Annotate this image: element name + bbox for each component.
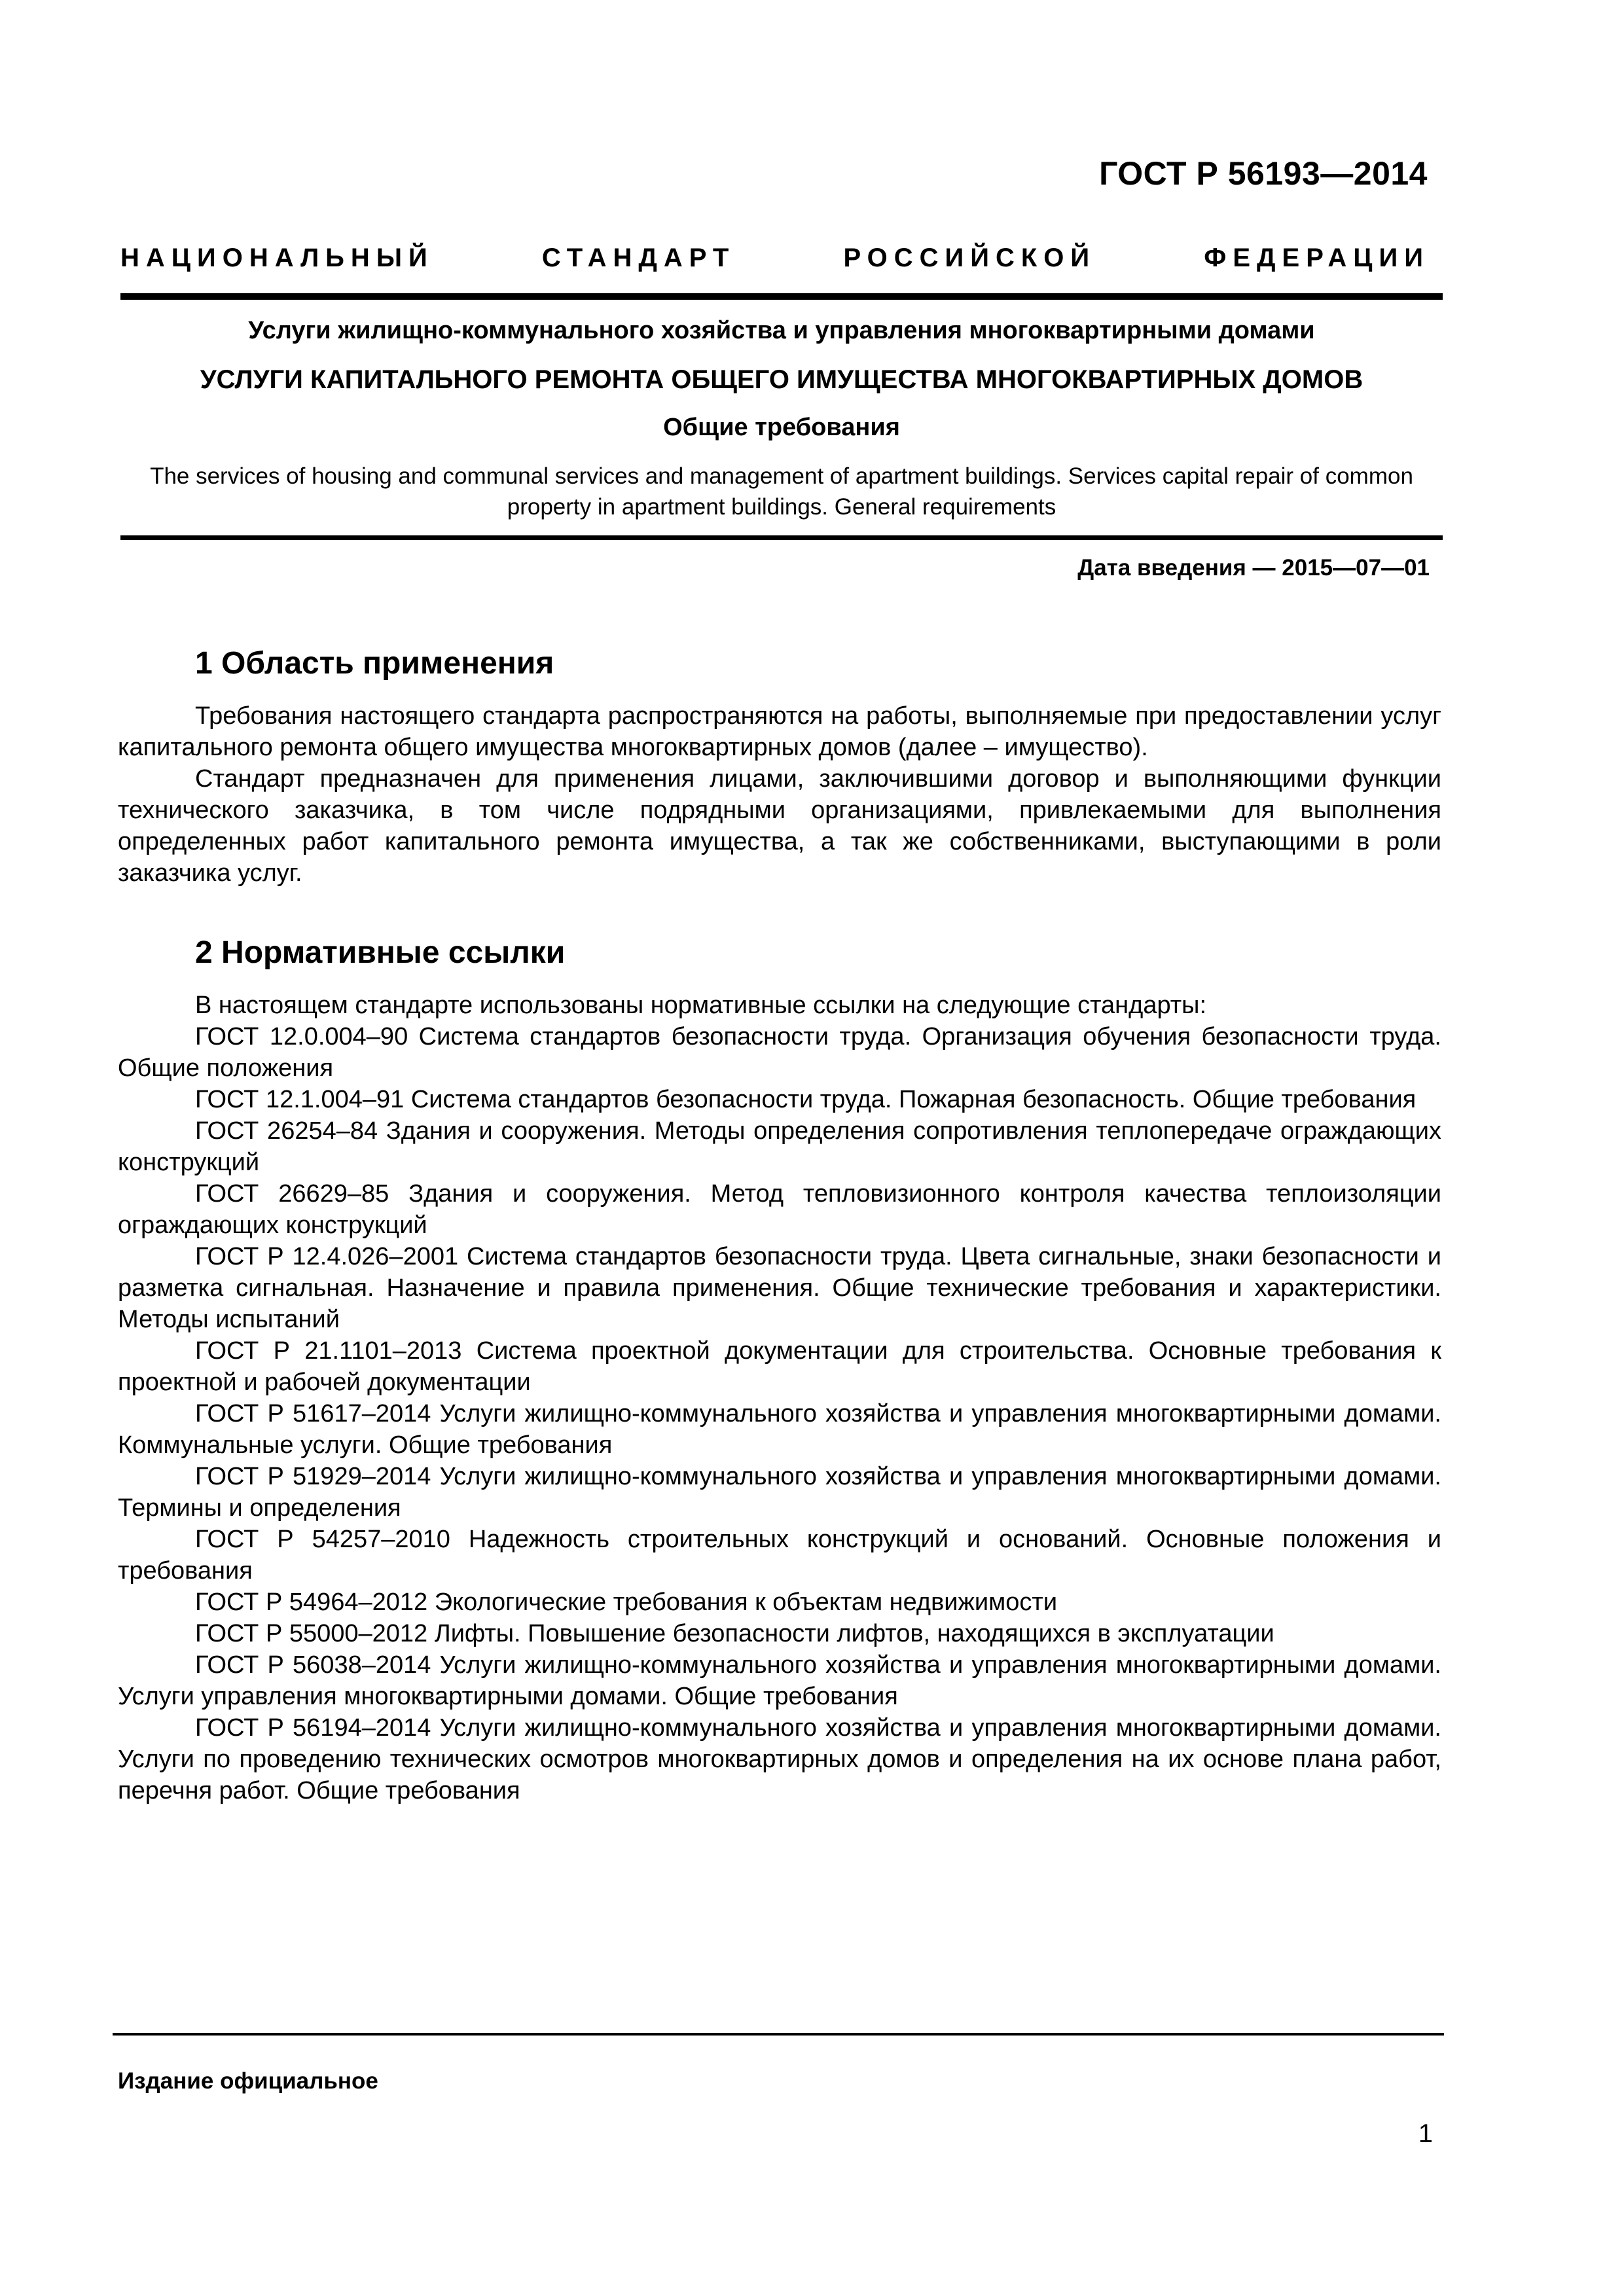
section-1-heading: 1 Область применения <box>195 646 554 681</box>
section-2-intro: В настоящем стандарте использованы нормативные ссылки на следующие стандарты: <box>195 992 1207 1019</box>
edition-label: Издание официальное <box>118 2068 378 2094</box>
national-standard-banner: НАЦИОНАЛЬНЫЙ СТАНДАРТ РОССИЙСКОЙ ФЕДЕРАЦИИ <box>120 243 1430 272</box>
reference-item: ГОСТ Р 51929–2014 Услуги жилищно-коммунального хозяйства и управления многоквартирными домами. Термины и определения <box>118 1463 1441 1522</box>
reference-item: ГОСТ Р 54964–2012 Экологические требования к объектам недвижимости <box>195 1588 1058 1616</box>
section-2-heading: 2 Нормативные ссылки <box>195 935 566 970</box>
reference-item: ГОСТ Р 56194–2014 Услуги жилищно-коммунального хозяйства и управления многоквартирными домами. Услуги по проведению технических осмотров многоквартирных домов и определения на их основе плана работ, перечня работ. Общие требования <box>118 1714 1441 1804</box>
title-line-1: Услуги жилищно-коммунального хозяйства и управления многоквартирными домами <box>248 317 1315 344</box>
footer-rule <box>113 2033 1444 2036</box>
title-line-2: УСЛУГИ КАПИТАЛЬНОГО РЕМОНТА ОБЩЕГО ИМУЩЕСТВА МНОГОКВАРТИРНЫХ ДОМОВ <box>200 365 1363 394</box>
reference-item: ГОСТ Р 51617–2014 Услуги жилищно-коммунального хозяйства и управления многоквартирными домами. Коммунальные услуги. Общие требования <box>118 1400 1441 1459</box>
doc-code: ГОСТ Р 56193—2014 <box>1099 155 1428 192</box>
section-1-paragraph: Стандарт предназначен для применения лицами, заключившими договор и выполняющими функции технического заказчика, в том числе подрядными организациями, привлекаемыми для выполнения определенных работ капитального ремонта имущества, а так же собственниками, выступающими в роли заказчика услуг. <box>118 765 1441 887</box>
reference-item: ГОСТ Р 12.4.026–2001 Система стандартов безопасности труда. Цвета сигнальные, знаки безопасности и разметка сигнальная. Назначение и правила применения. Общие технические требования и характеристики. Методы испытаний <box>118 1243 1441 1333</box>
reference-item: ГОСТ Р 55000–2012 Лифты. Повышение безопасности лифтов, находящихся в эксплуатации <box>195 1620 1274 1647</box>
english-title: The services of housing and communal services and management of apartment buildings. Services capital repair of common property in apartment buildings. General requirements <box>150 463 1413 520</box>
section-2-body <box>118 990 1441 1806</box>
reference-item: ГОСТ Р 54257–2010 Надежность строительных конструкций и оснований. Основные положения и требования <box>118 1526 1441 1585</box>
reference-item: ГОСТ 12.1.004–91 Система стандартов безопасности труда. Пожарная безопасность. Общие требования <box>195 1086 1416 1113</box>
title-line-3: Общие требования <box>663 414 900 441</box>
section-1-paragraph: Требования настоящего стандарта распространяются на работы, выполняемые при предоставлении услуг капитального ремонта общего имущества многоквартирных домов (далее – имущество). <box>118 702 1441 761</box>
title-bottom-rule <box>120 535 1443 540</box>
reference-item: ГОСТ 26254–84 Здания и сооружения. Методы определения сопротивления теплопередаче ограждающих конструкций <box>118 1117 1441 1176</box>
reference-item: ГОСТ Р 56038–2014 Услуги жилищно-коммунального хозяйства и управления многоквартирными домами. Услуги управления многоквартирными домами. Общие требования <box>118 1651 1441 1710</box>
reference-item: ГОСТ 26629–85 Здания и сооружения. Метод тепловизионного контроля качества теплоизоляции ограждающих конструкций <box>118 1180 1441 1239</box>
page-number: 1 <box>1418 2119 1433 2148</box>
intro-date: Дата введения — 2015—07—01 <box>1077 555 1430 581</box>
section-1-body <box>118 700 1441 889</box>
top-rule <box>120 293 1443 300</box>
reference-item: ГОСТ Р 21.1101–2013 Система проектной документации для строительства. Основные требования к проектной и рабочей документации <box>118 1337 1441 1396</box>
reference-item: ГОСТ 12.0.004–90 Система стандартов безопасности труда. Организация обучения безопасности труда. Общие положения <box>118 1023 1441 1082</box>
